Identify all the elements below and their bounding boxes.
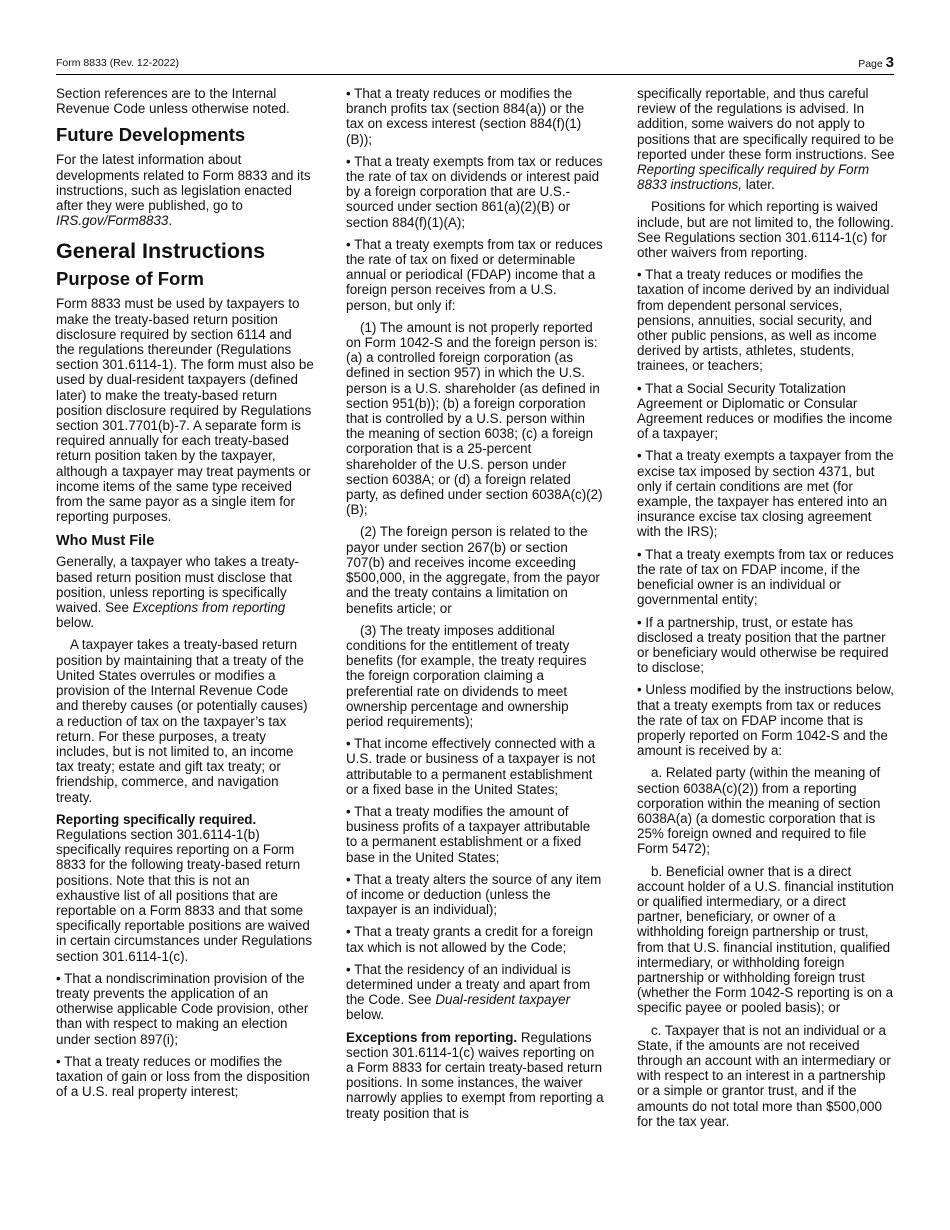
column-3 xyxy=(637,86,895,1136)
future-developments-paragraph xyxy=(56,152,314,228)
bullet-excise-tax: • That a treaty exempts a taxpayer from the excise tax imposed by section 4371, but only if certain conditions are met (for example, the taxpayer has entered into an insurance excise tax closing agreement with the IRS); xyxy=(637,448,894,540)
bullet-source: • That a treaty alters the source of any item of income or deduction (unless the taxpayer is an individual); xyxy=(346,871,602,918)
condition-2: (2) The foreign person is related to the payor under section 267(b) or section 707(b) and receives income exceeding $500,000, in the aggregate, from the payor and the treaty contains a limitation on benefits article; or xyxy=(346,524,600,616)
bullet-fdap: • That a treaty exempts from tax or reduces the rate of tax on fixed or determinable annual or periodical (FDAP) income that a foreign person receives from a U.S. person, but only if: xyxy=(346,236,603,313)
bullet-branch-profits: • That a treaty reduces or modifies the branch profits tax (section 884(a)) or the tax on excess interest (section 884(f)(1)(B)); xyxy=(346,86,585,147)
bullet-business-profits: • That a treaty modifies the amount of business profits of a taxpayer attributable to a permanent establishment or a fixed base in the United States; xyxy=(346,803,591,865)
bullet-residency xyxy=(346,962,604,1023)
taxpayer-paragraph: A taxpayer takes a treaty-based return position by maintaining that a treaty of the United States overrules or modifies a provision of the Internal Revenue Code and thereby causes (or potentially causes) a reduction of tax on the taxpayer’s tax return. For these purposes, a treaty includes, but is not limited to, an income tax treaty; estate and gift tax treaty; or friendship, commerce, and navigation treaty. xyxy=(56,637,308,805)
residency-text-a: • That the residency of an individual is determined under a treaty and apart from the Code. See xyxy=(346,961,591,1008)
page-header xyxy=(56,52,894,75)
bullet-beneficial-owner: • That a treaty exempts from tax or reduces the rate of tax on FDAP income, if the beneficial owner is an individual or governmental entity; xyxy=(637,546,894,608)
section-references-paragraph: Section references are to the Internal Revenue Code unless otherwise noted. xyxy=(56,86,290,117)
future-text-b: . xyxy=(168,213,173,229)
exceptions-reference: Exceptions from reporting xyxy=(132,600,286,616)
who-must-file-paragraph xyxy=(56,554,314,630)
irs-link[interactable]: IRS.gov/Form8833 xyxy=(56,213,169,229)
cont-text-a: specifically reportable, and thus careful review of the regulations is advised. In addition, some waivers do not apply to positions that are specifically required to be reported under these form instructions. See xyxy=(637,86,895,162)
residency-text-b: below. xyxy=(346,1007,384,1023)
purpose-of-form-heading: Purpose of Form xyxy=(56,268,205,290)
reporting-required-paragraph xyxy=(56,812,314,964)
item-a-related-party: a. Related party (within the meaning of section 6038A(c)(2)) from a reporting corporation within the meaning of section 6038A(a) (a domestic corporation that is 25% foreign owned and required to file Form 5472); xyxy=(637,765,881,857)
general-instructions-heading: General Instructions xyxy=(56,239,266,264)
column-1 xyxy=(56,86,314,1106)
waived-positions-paragraph: Positions for which reporting is waived include, but are not limited to, the following. See Regulations section 301.6114-1(c) for other waivers from reporting. xyxy=(637,199,894,261)
continuation-paragraph xyxy=(637,86,895,192)
bullet-partnership: • If a partnership, trust, or estate has disclosed a treaty position that the partner or beneficiary would otherwise be required to disclose; xyxy=(637,614,889,676)
bullet-credit: • That a treaty grants a credit for a foreign tax which is not allowed by the Code; xyxy=(346,924,594,955)
reporting-required-text: Regulations section 301.6114-1(b) specifically requires reporting on a Form 8833 for the following treaty-based return positions. Note that this is not an exhaustive list of all positions that are reportable on a Form 8833 and that some specifically reportable positions are waived in certain circumstances under Regulations section 301.6114-1(c). xyxy=(56,826,313,964)
bullet-social-security: • That a Social Security Totalization Agreement or Diplomatic or Consular Agreement reduces or modifies the income of a taxpayer; xyxy=(637,380,893,442)
page-number-value: 3 xyxy=(885,54,894,71)
column-2 xyxy=(346,86,604,1128)
exceptions-text: Regulations section 301.6114-1(c) waives reporting on a Form 8833 for certain treaty-based return positions. In some instances, the waiver narrowly applies to exempt from reporting a treaty position that is xyxy=(346,1029,604,1121)
item-b-beneficial-owner: b. Beneficial owner that is a direct account holder of a U.S. financial institution or qualified intermediary, or a direct partner, beneficiary, or owner of a withholding foreign partnership or trust, from that U.S. financial institution, qualified intermediary, or withholding foreign partnership or withholding foreign trust (whether the Form 1042-S reporting is on a specific payee or pooled basis); or xyxy=(637,863,894,1016)
reporting-reference: Reporting specifically required by Form 8833 instructions, xyxy=(637,162,870,193)
bullet-dependent-services: • That a treaty reduces or modifies the taxation of income derived by an individual from dependent personal services, pensions, annuities, social security, and other public pensions, as well as income derived by artists, athletes, students, trainees, or teachers; xyxy=(637,267,890,374)
who-text-b: below. xyxy=(56,615,94,631)
bullet-nondiscrimination: • That a nondiscrimination provision of the treaty prevents the application of an otherwise applicable Code provision, other than with respect to making an election under section 897(i); xyxy=(56,970,309,1047)
future-developments-heading: Future Developments xyxy=(56,124,246,146)
bullet-effectively-connected: • That income effectively connected with a U.S. trade or business of a taxpayer is not attributable to a permanent establishment or a fixed base in the United States; xyxy=(346,736,596,797)
page-number xyxy=(858,54,894,71)
form-identifier: Form 8833 (Rev. 12-2022) xyxy=(56,57,179,69)
bullet-real-property: • That a treaty reduces or modifies the taxation of gain or loss from the disposition of a U.S. real property interest; xyxy=(56,1053,310,1100)
page-label: Page xyxy=(858,58,883,70)
item-c-taxpayer: c. Taxpayer that is not an individual or a State, if the amounts are not received through an account with an intermediary or with respect to an interest in a partnership or a simple or grantor trust, and if the amounts do not total more than $500,000 for the tax year. xyxy=(637,1022,891,1129)
bullet-unless-modified: • Unless modified by the instructions below, that a treaty exempts from tax or reduces the rate of tax on FDAP income that is properly reported on Form 1042-S and the amount is received by a: xyxy=(637,682,895,759)
purpose-paragraph: Form 8833 must be used by taxpayers to make the treaty-based return position disclosure required by section 6114 and the regulations thereunder (Regulations section 301.6114-1). The form must also be used by dual-resident taxpayers (defined later) to make the treaty-based return position disclosure required by Regulations section 301.7701(b)-7. A separate form is required annually for each treaty-based return position taken by the taxpayer, although a taxpayer may treat payments or income items of the same type received from the same payor as a single item for reporting purposes. xyxy=(56,296,314,525)
cont-text-b: later. xyxy=(741,177,775,193)
dual-resident-reference: Dual-resident taxpayer xyxy=(435,992,571,1008)
condition-1: (1) The amount is not properly reported on Form 1042-S and the foreign person is: (a) a controlled foreign corporation (as defined in section 957) in which the U.S. person is a U.S. shareholder (as defined in section 951(b)); (b) a foreign corporation that is controlled by a U.S. person within the meaning of section 6038; (c) a foreign corporation that is a 25-percent shareholder of the U.S. person under section 6038A; or (d) a foreign related party, as defined under section 6038A(c)(2)(B); xyxy=(346,319,603,518)
condition-3: (3) The treaty imposes additional conditions for the entitlement of treaty benefits (for example, the treaty requires the foreign corporation claiming a preferential rate on dividends to meet ownership percentage and ownership period requirements); xyxy=(346,622,587,729)
exceptions-paragraph xyxy=(346,1030,604,1121)
future-text-a: For the latest information about developments related to Form 8833 and its instructions, such as legislation enacted after they were published, go to xyxy=(56,152,311,214)
reporting-required-lead: Reporting specifically required. xyxy=(56,811,257,827)
who-text-a: Generally, a taxpayer who takes a treaty-based return position must disclose that position, unless reporting is specifically waived. See xyxy=(56,554,300,616)
exceptions-lead: Exceptions from reporting. xyxy=(346,1029,518,1045)
who-must-file-heading: Who Must File xyxy=(56,533,155,550)
bullet-dividends: • That a treaty exempts from tax or reduces the rate of tax on dividends or interest paid by a foreign corporation that are U.S.-sourced under section 861(a)(2)(B) or section 884(f)(1)(A); xyxy=(346,153,603,230)
